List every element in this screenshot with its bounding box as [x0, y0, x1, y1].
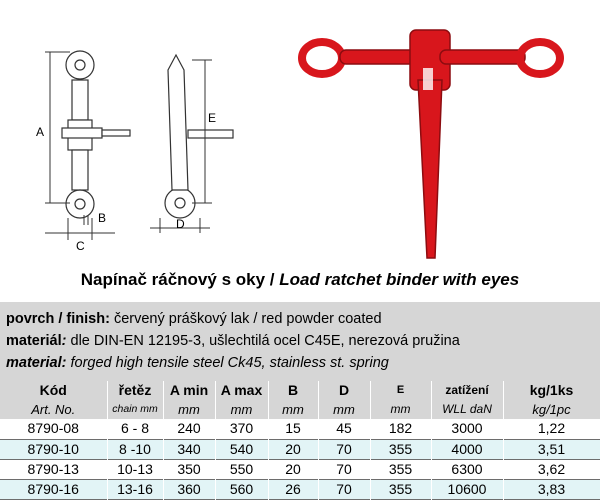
cell-load: 10600 — [431, 479, 503, 499]
cell-weight: 3,51 — [503, 439, 600, 459]
product-table — [0, 381, 600, 500]
header-code: Kód — [0, 381, 107, 400]
table-row — [0, 479, 600, 499]
header-a-min: A min — [163, 381, 215, 400]
handle-right-view — [168, 55, 188, 190]
cell-d: 70 — [318, 459, 370, 479]
cell-weight: 1,22 — [503, 419, 600, 439]
lower-rod-left-view — [72, 150, 88, 190]
table-row — [0, 439, 600, 459]
cell-b: 26 — [268, 479, 318, 499]
spec-material-cz: materiál: dle DIN-EN 12195-3, ušlechtilá ocel C45E, nerezová pružina — [6, 333, 460, 349]
unit-a-min: mm — [163, 400, 215, 419]
table-header-row — [0, 381, 600, 400]
lever-right-view — [188, 130, 233, 138]
cell-e: 182 — [370, 419, 431, 439]
header-chain: řetěz — [107, 381, 163, 400]
spec-finish: povrch / finish: červený práškový lak / red powder coated — [6, 311, 382, 327]
cell-d: 70 — [318, 439, 370, 459]
specification-block — [0, 300, 600, 382]
spec-material-en-key: material: — [6, 355, 67, 371]
cell-load: 4000 — [431, 439, 503, 459]
header-d: D — [318, 381, 370, 400]
dimension-label-d: D — [176, 217, 185, 231]
cell-b: 20 — [268, 439, 318, 459]
cell-load: 3000 — [431, 419, 503, 439]
cell-code: 8790-16 — [0, 479, 107, 499]
cell-load: 6300 — [431, 459, 503, 479]
product-title — [0, 270, 600, 290]
handle-stub-left-view — [102, 130, 130, 136]
cell-code: 8790-08 — [0, 419, 107, 439]
cell-code: 8790-13 — [0, 459, 107, 479]
cell-a-max: 370 — [215, 419, 268, 439]
table-row — [0, 419, 600, 439]
header-a-max: A max — [215, 381, 268, 400]
cell-e: 355 — [370, 439, 431, 459]
cell-b: 15 — [268, 419, 318, 439]
cell-a-min: 240 — [163, 419, 215, 439]
top-eye-left-view — [66, 51, 94, 79]
spec-material-en-value: forged high tensile steel Ck45, stainless st. spring — [70, 355, 389, 371]
title-czech: Napínač ráčnový s oky — [80, 270, 266, 289]
cell-weight: 3,83 — [503, 479, 600, 499]
cell-a-min: 360 — [163, 479, 215, 499]
cell-code: 8790-10 — [0, 439, 107, 459]
table-units-row — [0, 400, 600, 419]
unit-a-max: mm — [215, 400, 268, 419]
bottom-eye-right-view — [165, 188, 195, 218]
unit-e: mm — [370, 400, 431, 419]
cell-a-max: 540 — [215, 439, 268, 459]
cell-a-min: 350 — [163, 459, 215, 479]
title-english: Load ratchet binder with eyes — [279, 270, 520, 289]
title-separator: / — [269, 270, 275, 289]
spec-finish-value: červený práškový lak / red powder coated — [113, 311, 382, 327]
dimension-label-b: B — [98, 211, 107, 225]
spec-material-cz-value: dle DIN-EN 12195-3, ušlechtilá ocel C45E, nerezová pružina — [70, 333, 460, 349]
cell-b: 20 — [268, 459, 318, 479]
unit-code: Art. No. — [0, 400, 107, 419]
cell-a-max: 560 — [215, 479, 268, 499]
table-row — [0, 459, 600, 479]
dimension-label-a: A — [36, 125, 45, 139]
unit-chain: chain mm — [107, 400, 163, 419]
header-b: B — [268, 381, 318, 400]
cell-a-max: 550 — [215, 459, 268, 479]
header-e: E — [370, 381, 431, 400]
spec-material-cz-key: materiál — [6, 333, 62, 349]
header-weight: kg/1ks — [503, 381, 600, 400]
unit-d: mm — [318, 400, 370, 419]
cell-chain: 6 - 8 — [107, 419, 163, 439]
cell-weight: 3,62 — [503, 459, 600, 479]
unit-b: mm — [268, 400, 318, 419]
unit-weight: kg/1pc — [503, 400, 600, 419]
product-photo — [290, 20, 590, 265]
bottom-eye-left-view — [66, 190, 94, 218]
cell-a-min: 340 — [163, 439, 215, 459]
cell-chain: 8 -10 — [107, 439, 163, 459]
spec-finish-key: povrch / finish — [6, 311, 106, 327]
spec-material-en — [6, 355, 389, 371]
unit-load: WLL daN — [431, 400, 503, 419]
upper-rod-left-view — [72, 80, 88, 120]
cell-chain: 13-16 — [107, 479, 163, 499]
cell-chain: 10-13 — [107, 459, 163, 479]
header-load: zatížení — [431, 381, 503, 400]
dimension-label-e: E — [208, 111, 217, 125]
cell-d: 70 — [318, 479, 370, 499]
dimension-label-c: C — [76, 239, 85, 253]
cell-e: 355 — [370, 479, 431, 499]
cell-e: 355 — [370, 459, 431, 479]
cell-d: 45 — [318, 419, 370, 439]
